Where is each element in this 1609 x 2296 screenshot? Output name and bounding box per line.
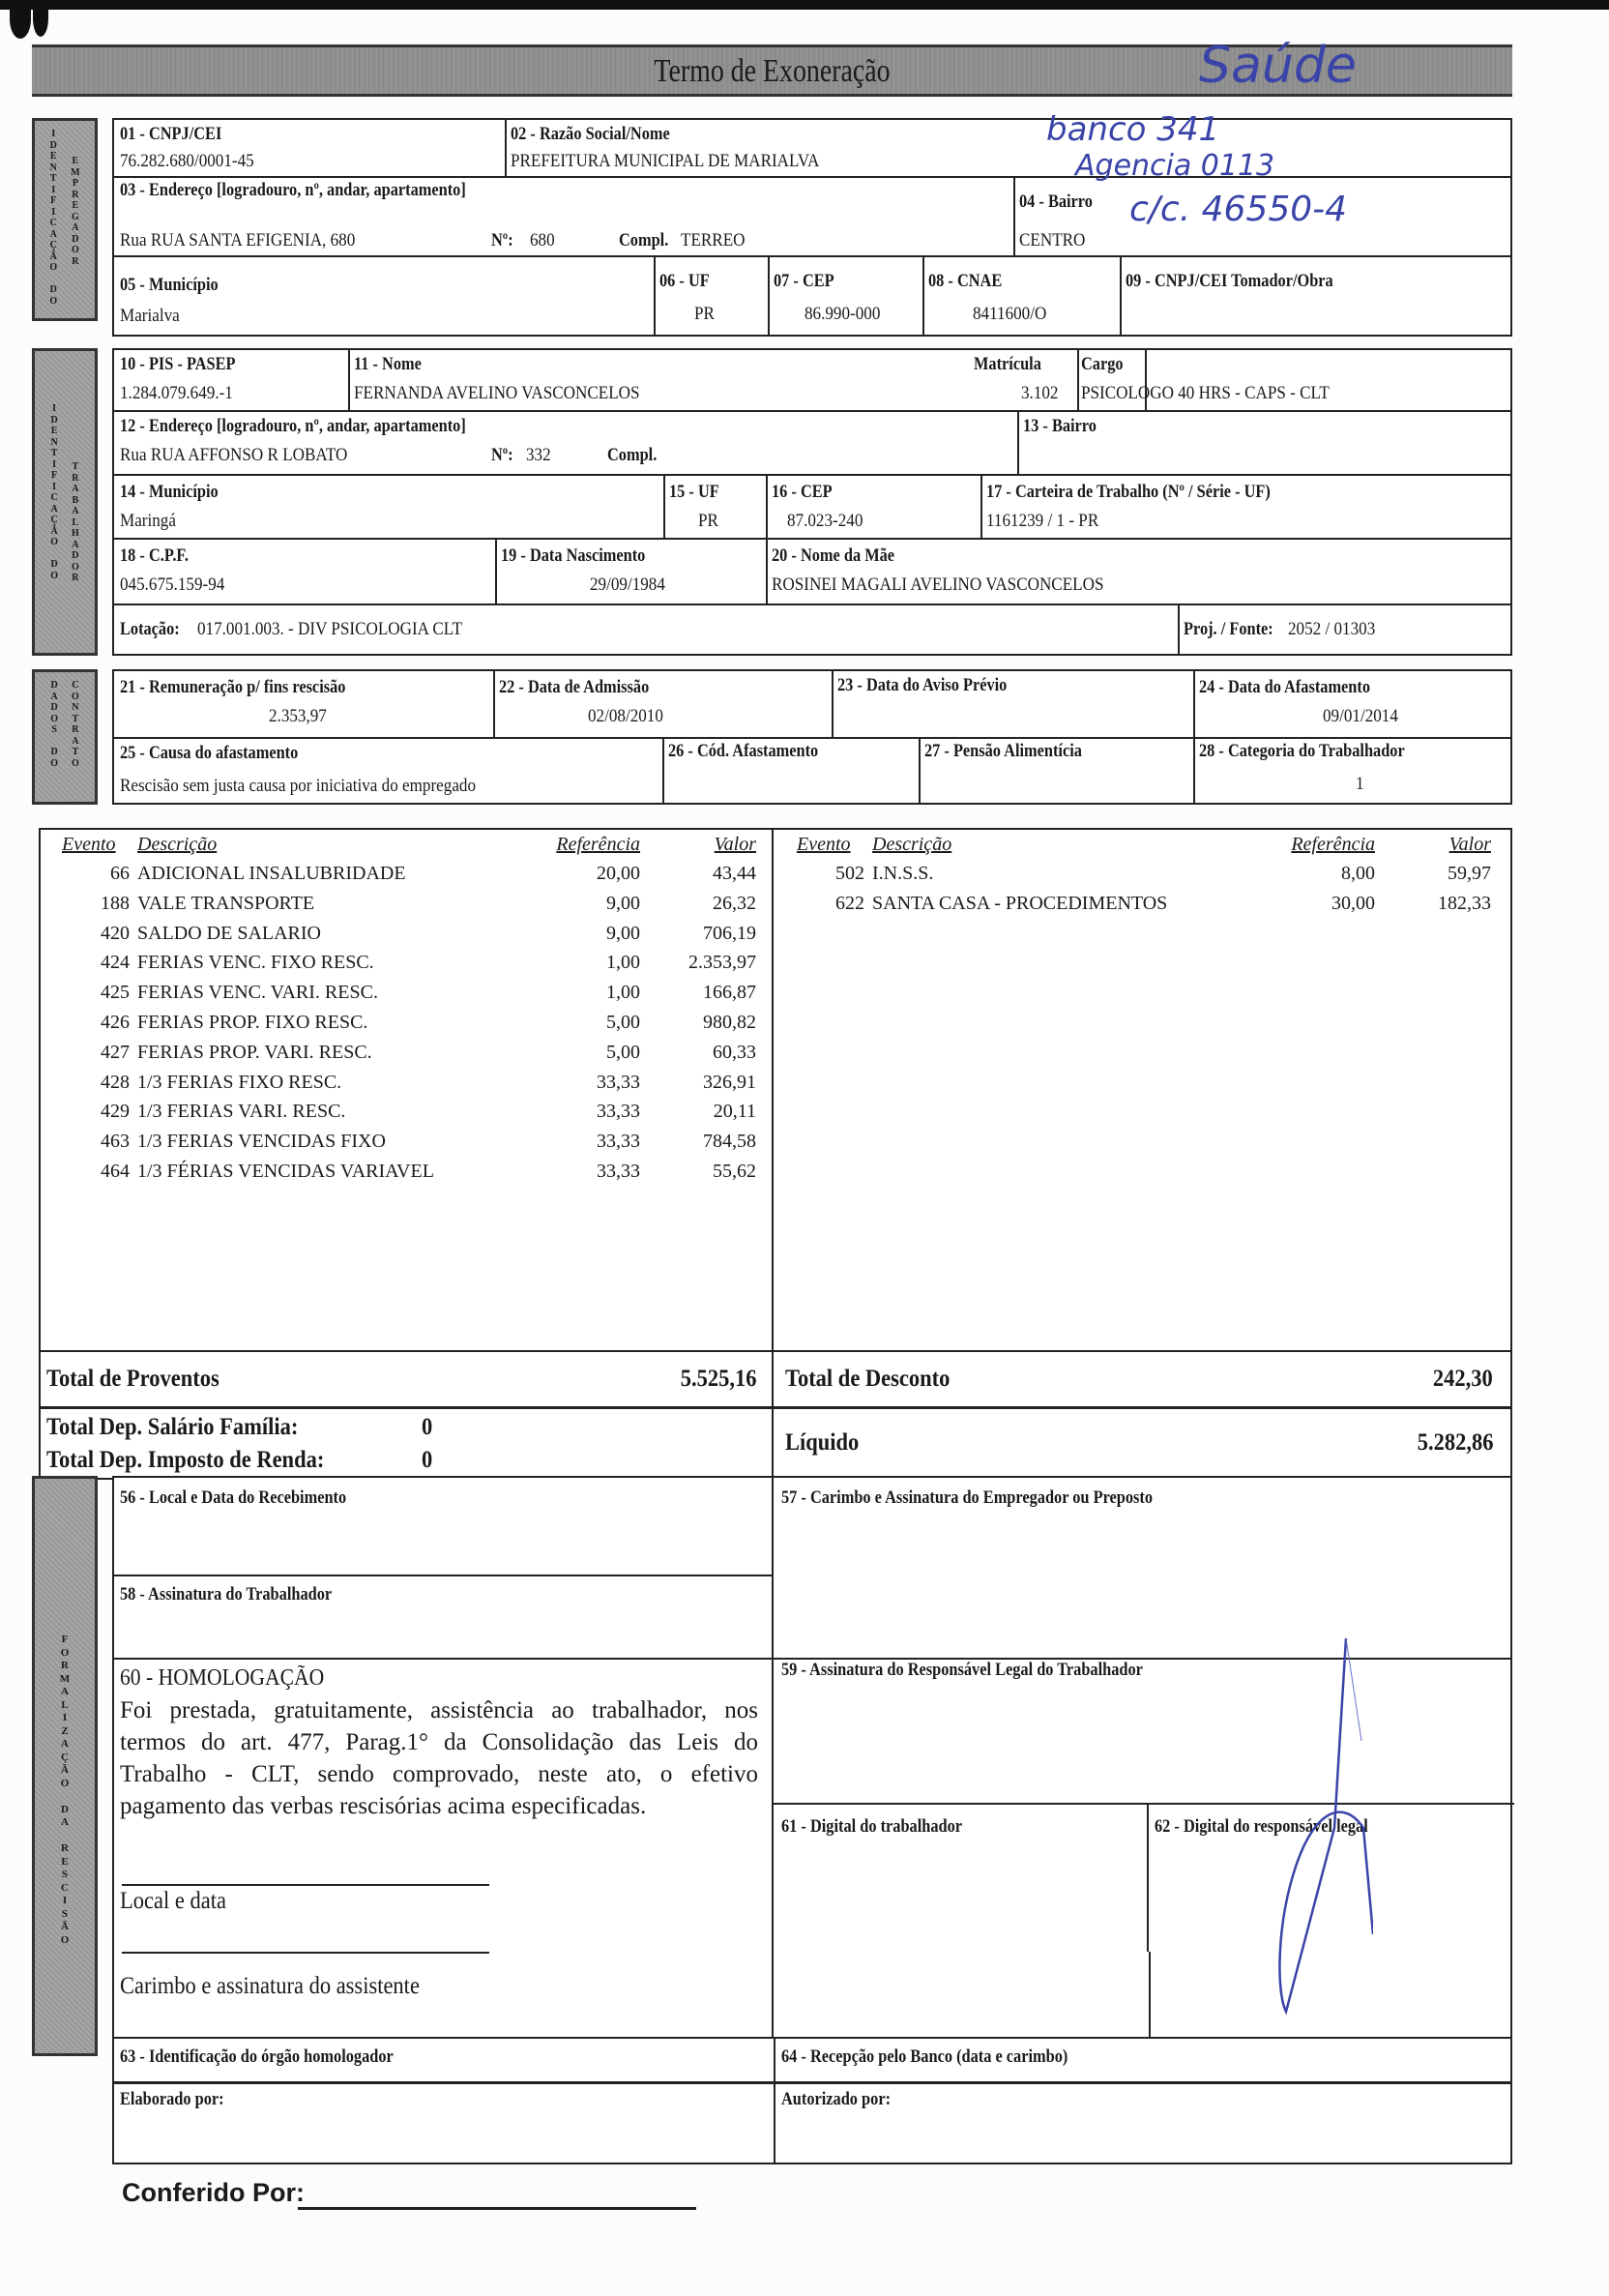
conferido-label: Conferido Por:	[122, 2178, 305, 2207]
vertical-letter: S	[61, 1869, 69, 1880]
vertical-letter: T	[72, 713, 79, 724]
worker-uf-label: 15 - UF	[669, 482, 719, 502]
vertical-letter: O	[50, 757, 58, 769]
vertical-letter	[64, 1790, 67, 1804]
remuneracao-label: 21 - Remuneração p/ fins rescisão	[120, 677, 346, 697]
vertical-letter: R	[72, 573, 79, 583]
recepcao-banco-label: 64 - Recepção pelo Banco (data e carimbo)	[781, 2046, 1068, 2067]
event-code: 427	[101, 1041, 130, 1063]
event-reference: 9,00	[606, 922, 640, 944]
event-reference: 33,33	[597, 1071, 640, 1093]
vertical-letter: D	[49, 139, 57, 151]
razao-social-label: 02 - Razão Social/Nome	[511, 124, 670, 144]
vertical-letter: C	[61, 1881, 69, 1894]
local-data-label: Local e data	[120, 1888, 226, 1914]
event-value: 182,33	[1438, 892, 1491, 914]
event-code: 428	[101, 1071, 130, 1093]
categoria-value: 1	[1356, 774, 1364, 794]
vertical-letter: O	[71, 245, 79, 255]
vertical-letter: M	[59, 1672, 71, 1685]
total-desconto-value: 242,30	[1433, 1366, 1493, 1392]
vertical-letter: E	[72, 200, 79, 211]
vertical-letter: O	[60, 1933, 70, 1946]
event-reference: 30,00	[1331, 892, 1375, 914]
vertical-letter: Ã	[50, 525, 58, 537]
event-value: 60,33	[713, 1041, 756, 1063]
vertical-letter: A	[61, 1686, 69, 1697]
vertical-label	[60, 1634, 70, 2053]
vertical-letter	[53, 548, 56, 560]
conferido-signature-line[interactable]	[298, 2207, 696, 2210]
cnpj-label: 01 - CNPJ/CEI	[120, 124, 222, 144]
vertical-letter: C	[49, 218, 57, 228]
header-valor: Valor	[714, 834, 756, 855]
digital-trabalhador-label: 61 - Digital do trabalhador	[781, 1816, 963, 1837]
vertical-label	[71, 129, 79, 318]
vertical-letter: A	[72, 539, 79, 550]
event-description: FERIAS PROP. FIXO RESC.	[137, 1012, 368, 1033]
event-description: 1/3 FERIAS VARI. RESC.	[137, 1101, 346, 1123]
handwritten-account: c/c. 46550-4	[1129, 190, 1348, 229]
vertical-letter: G	[71, 211, 79, 222]
vertical-letter: A	[61, 1816, 69, 1828]
vertical-letter: O	[60, 1646, 70, 1659]
employer-uf-label: 06 - UF	[659, 271, 710, 291]
vertical-letter: Ã	[61, 1764, 69, 1776]
vertical-letter: D	[49, 284, 57, 295]
matricula-value: 3.102	[1021, 383, 1059, 403]
event-reference: 33,33	[597, 1131, 640, 1153]
vertical-letter: P	[72, 178, 78, 189]
employer-cep-value: 86.990-000	[804, 304, 881, 324]
vertical-letter: D	[50, 559, 58, 570]
vertical-letter: A	[72, 222, 79, 233]
event-description: FERIAS VENC. VARI. RESC.	[137, 982, 378, 1004]
vertical-letter: N	[50, 436, 58, 448]
vertical-letter: I	[62, 1895, 68, 1906]
vertical-letter: D	[72, 550, 79, 561]
event-reference: 9,00	[606, 892, 640, 914]
worker-municipio-value: Maringá	[120, 511, 176, 531]
event-value: 784,58	[703, 1131, 756, 1153]
header-referencia: Referência	[1291, 834, 1375, 855]
worker-number-label: Nº:	[491, 445, 513, 465]
afastamento-label: 24 - Data do Afastamento	[1199, 677, 1371, 697]
vertical-label	[50, 403, 58, 653]
nome-label: 11 - Nome	[354, 354, 422, 374]
aviso-previo-label: 23 - Data do Aviso Prévio	[837, 675, 1008, 695]
nome-value: FERNANDA AVELINO VASCONCELOS	[354, 383, 640, 403]
assistente-box	[112, 1952, 774, 2039]
worker-address-label: 12 - Endereço [logradouro, nº, andar, apartamento]	[120, 416, 466, 436]
event-description: ADICIONAL INSALUBRIDADE	[137, 863, 406, 884]
event-value: 43,44	[713, 863, 756, 884]
vertical-letter: R	[72, 724, 79, 735]
vertical-letter: H	[72, 528, 79, 539]
vertical-letter: A	[50, 503, 58, 515]
worker-number: 332	[526, 445, 551, 465]
event-value: 980,82	[703, 1012, 756, 1033]
event-value: 326,91	[703, 1071, 756, 1093]
event-reference: 5,00	[606, 1041, 640, 1063]
event-value: 26,32	[713, 892, 756, 914]
vertical-letter	[52, 274, 55, 285]
vertical-letter: C	[50, 492, 58, 503]
header-evento: Evento	[62, 834, 116, 855]
vertical-letter	[64, 1830, 67, 1843]
vertical-letter: Ã	[61, 1921, 69, 1932]
total-desconto-label: Total de Desconto	[785, 1366, 951, 1392]
employer-street: Rua RUA SANTA EFIGENIA, 680	[120, 230, 356, 250]
imp-renda-value: 0	[422, 1447, 433, 1473]
event-code: 429	[101, 1101, 130, 1123]
lotacao-label: Lotação:	[120, 619, 180, 639]
scan-blot	[33, 0, 48, 37]
vertical-letter: I	[51, 184, 56, 195]
vertical-letter: D	[50, 414, 58, 426]
causa-value: Rescisão sem justa causa por iniciativa do empregado	[120, 776, 477, 796]
employer-compl-label: Compl.	[619, 230, 669, 250]
event-description: 1/3 FERIAS VENCIDAS FIXO	[137, 1131, 386, 1153]
employer-bairro-value: CENTRO	[1019, 230, 1086, 250]
proj-fonte-label: Proj. / Fonte:	[1184, 619, 1273, 639]
ctps-label: 17 - Carteira de Trabalho (Nº / Série - UF)	[986, 482, 1271, 502]
vertical-letter: I	[52, 458, 57, 470]
worker-compl-label: Compl.	[607, 445, 658, 465]
nascimento-label: 19 - Data Nascimento	[501, 545, 646, 566]
header-valor: Valor	[1448, 834, 1491, 855]
vertical-letter: E	[50, 426, 58, 436]
worker-street: Rua RUA AFFONSO R LOBATO	[120, 445, 348, 465]
vertical-letter: I	[62, 1712, 68, 1723]
event-description: FERIAS PROP. VARI. RESC.	[137, 1041, 372, 1063]
digital-responsavel-label: 62 - Digital do responsável legal	[1155, 1816, 1368, 1837]
event-reference: 8,00	[1341, 863, 1375, 884]
vertical-label	[72, 403, 79, 653]
assinatura-trabalhador-label: 58 - Assinatura do Trabalhador	[120, 1584, 333, 1604]
vertical-letter: T	[49, 173, 57, 184]
side-label-formalization	[32, 1476, 98, 2056]
event-reference: 5,00	[606, 1012, 640, 1033]
event-code: 502	[835, 863, 864, 884]
vertical-letter: D	[72, 233, 79, 245]
vertical-letter: I	[52, 403, 57, 414]
event-code: 425	[101, 982, 130, 1004]
event-description: 1/3 FÉRIAS VENCIDAS VARIAVEL	[137, 1161, 434, 1182]
side-label-employer	[32, 118, 98, 321]
vertical-letter: R	[61, 1842, 69, 1854]
worker-cep-value: 87.023-240	[787, 511, 863, 531]
handwritten-bank: banco 341	[1046, 110, 1220, 149]
vertical-letter: O	[72, 691, 79, 702]
event-reference: 20,00	[597, 863, 640, 884]
document-title: Termo de Exoneração	[654, 53, 891, 89]
orgao-homologador-label: 63 - Identificação do órgão homologador	[120, 2046, 394, 2067]
causa-label: 25 - Causa do afastamento	[120, 743, 299, 763]
proj-fonte-value: 2052 / 01303	[1288, 619, 1376, 639]
event-code: 463	[101, 1131, 130, 1153]
vertical-letter: A	[72, 484, 79, 494]
homologador-section	[112, 2037, 1512, 2164]
header-referencia: Referência	[556, 834, 640, 855]
autorizado-label: Autorizado por:	[781, 2089, 892, 2109]
vertical-letter: O	[49, 295, 58, 307]
vertical-letter: A	[49, 228, 57, 240]
vertical-letter: F	[51, 470, 58, 481]
cnae-value: 8411600/O	[973, 304, 1047, 324]
header-evento: Evento	[797, 834, 851, 855]
ctps-value: 1161239 / 1 - PR	[986, 511, 1099, 531]
vertical-letter: A	[72, 735, 79, 747]
event-code: 464	[101, 1161, 130, 1182]
employer-number: 680	[530, 230, 555, 250]
header-descricao: Descrição	[137, 834, 218, 855]
imp-renda-label: Total Dep. Imposto de Renda:	[46, 1447, 325, 1473]
event-reference: 1,00	[606, 982, 640, 1004]
vertical-letter: D	[50, 747, 58, 757]
remuneracao-value: 2.353,97	[269, 706, 327, 726]
event-code: 424	[101, 952, 130, 974]
event-value: 55,62	[713, 1161, 756, 1182]
total-proventos-value: 5.525,16	[680, 1366, 756, 1392]
pis-label: 10 - PIS - PASEP	[120, 354, 236, 374]
razao-social-value: PREFEITURA MUNICIPAL DE MARIALVA	[511, 151, 820, 171]
vertical-letter: A	[50, 691, 58, 702]
sal-familia-value: 0	[422, 1414, 433, 1440]
employer-cep-label: 07 - CEP	[774, 271, 834, 291]
vertical-letter: F	[50, 195, 57, 206]
event-code: 426	[101, 1012, 130, 1033]
contract-section	[112, 669, 1512, 805]
vertical-letter: T	[72, 747, 79, 757]
vertical-letter: I	[51, 129, 56, 139]
mae-label: 20 - Nome da Mãe	[772, 545, 895, 566]
worker-uf-value: PR	[698, 511, 718, 531]
cpf-label: 18 - C.P.F.	[120, 545, 189, 566]
cargo-value: PSICOLOGO 40 HRS - CAPS - CLT	[1081, 383, 1330, 403]
cnpj-value: 76.282.680/0001-45	[120, 151, 254, 171]
vertical-letter: L	[61, 1698, 69, 1711]
event-value: 2.353,97	[688, 952, 756, 974]
matricula-label: Matrícula	[974, 354, 1041, 374]
homologacao-text: Foi prestada, gratuitamente, assistência ao trabalhador, nos termos do art. 477, Parag.1° da Consolidação das Leis do Trabalho - CLT, sendo comprovado, neste ato, o efetivo pagamento das verbas rescisórias acima especificadas.	[120, 1697, 758, 1819]
worker-bairro-label: 13 - Bairro	[1023, 416, 1097, 436]
total-proventos-label: Total de Proventos	[46, 1366, 219, 1392]
event-value: 20,11	[713, 1101, 756, 1123]
vertical-letter	[53, 736, 56, 748]
scan-blot	[10, 0, 31, 39]
event-description: VALE TRANSPORTE	[137, 892, 315, 914]
mae-value: ROSINEI MAGALI AVELINO VASCONCELOS	[772, 574, 1104, 595]
tomador-label: 09 - CNPJ/CEI Tomador/Obra	[1126, 271, 1333, 291]
vertical-letter: N	[49, 162, 57, 173]
cod-afastamento-label: 26 - Cód. Afastamento	[668, 741, 819, 761]
pensao-label: 27 - Pensão Alimentícia	[924, 741, 1082, 761]
event-description: I.N.S.S.	[872, 863, 934, 884]
employer-uf-value: PR	[694, 304, 715, 324]
event-reference: 1,00	[606, 952, 640, 974]
scan-top-edge	[0, 0, 1609, 10]
worker-section	[112, 348, 1512, 656]
homologacao-label: 60 - HOMOLOGAÇÃO	[120, 1665, 325, 1691]
vertical-letter: N	[72, 702, 79, 713]
vertical-label	[72, 680, 79, 802]
worker-cep-label: 16 - CEP	[772, 482, 833, 502]
vertical-letter: O	[72, 757, 79, 769]
vertical-letter: A	[72, 506, 79, 516]
vertical-letter: C	[72, 680, 79, 691]
vertical-letter: B	[72, 494, 79, 506]
digital-box	[772, 1952, 1512, 2039]
vertical-letter: O	[49, 262, 58, 273]
event-value: 59,97	[1448, 863, 1491, 884]
event-reference: 33,33	[597, 1161, 640, 1182]
vertical-letter: S	[51, 724, 57, 735]
vertical-letter: E	[49, 151, 57, 162]
employer-municipio-value: Marialva	[120, 306, 180, 326]
vertical-letter: A	[61, 1738, 69, 1750]
vertical-letter: I	[52, 481, 57, 492]
pis-value: 1.284.079.649.-1	[120, 383, 233, 403]
employer-municipio-label: 05 - Município	[120, 275, 219, 295]
vertical-letter: L	[72, 516, 79, 528]
vertical-letter: D	[50, 702, 58, 713]
carimbo-empregador-label: 57 - Carimbo e Assinatura do Empregador ou Preposto	[781, 1487, 1154, 1508]
handwritten-note: Saúde	[1199, 37, 1357, 95]
vertical-letter: O	[50, 537, 58, 547]
vertical-letter: D	[50, 680, 58, 691]
admissao-label: 22 - Data de Admissão	[499, 677, 650, 697]
vertical-letter: Z	[61, 1724, 69, 1737]
handwritten-agency: Agencia 0113	[1075, 149, 1275, 183]
event-description: FERIAS VENC. FIXO RESC.	[137, 952, 374, 974]
sal-familia-label: Total Dep. Salário Família:	[46, 1414, 299, 1440]
vertical-letter: I	[51, 206, 56, 218]
vertical-letter: R	[72, 189, 79, 200]
liquido-label: Líquido	[785, 1429, 860, 1456]
employer-compl: TERREO	[681, 230, 746, 250]
nascimento-value: 29/09/1984	[590, 574, 665, 595]
event-reference: 33,33	[597, 1101, 640, 1123]
vertical-letter: R	[61, 1660, 69, 1671]
vertical-letter: T	[50, 448, 58, 458]
employer-bairro-label: 04 - Bairro	[1019, 191, 1093, 212]
vertical-label	[49, 129, 57, 318]
vertical-letter: Ã	[49, 250, 57, 262]
vertical-label	[50, 680, 58, 802]
vertical-letter: Ç	[61, 1751, 69, 1763]
vertical-letter: Ç	[50, 515, 58, 525]
assinatura-responsavel-label: 59 - Assinatura do Responsável Legal do Trabalhador	[781, 1660, 1143, 1680]
carimbo-assistente-label: Carimbo e assinatura do assistente	[120, 1973, 420, 1999]
admissao-value: 02/08/2010	[588, 706, 663, 726]
header-descricao: Descrição	[872, 834, 952, 855]
vertical-letter: S	[61, 1907, 69, 1920]
signature-mark	[1218, 1634, 1373, 2021]
vertical-letter: T	[72, 461, 79, 472]
vertical-letter: F	[61, 1634, 69, 1645]
event-code: 188	[101, 892, 130, 914]
event-value: 166,87	[703, 982, 756, 1004]
cpf-value: 045.675.159-94	[120, 574, 225, 595]
vertical-letter: O	[50, 570, 58, 581]
vertical-letter: R	[72, 255, 79, 267]
totals-section	[39, 1350, 1512, 1480]
employer-address-label: 03 - Endereço [logradouro, nº, andar, apartamento]	[120, 180, 466, 200]
event-code: 622	[835, 892, 864, 914]
categoria-label: 28 - Categoria do Trabalhador	[1199, 741, 1405, 761]
vertical-letter: E	[61, 1855, 69, 1868]
vertical-letter: O	[72, 561, 79, 573]
cargo-label: Cargo	[1081, 354, 1124, 374]
vertical-letter: O	[50, 713, 58, 724]
vertical-letter: D	[61, 1803, 69, 1815]
vertical-letter: O	[60, 1777, 70, 1789]
employer-number-label: Nº:	[491, 230, 513, 250]
worker-municipio-label: 14 - Município	[120, 482, 219, 502]
event-code: 66	[110, 863, 130, 884]
event-code: 420	[101, 922, 130, 944]
vertical-letter: E	[72, 156, 79, 166]
vertical-letter: M	[71, 166, 80, 178]
liquido-value: 5.282,86	[1417, 1429, 1493, 1456]
elaborado-label: Elaborado por:	[120, 2089, 224, 2109]
event-value: 706,19	[703, 922, 756, 944]
event-description: SALDO DE SALARIO	[137, 922, 321, 944]
cnae-label: 08 - CNAE	[928, 271, 1003, 291]
side-label-worker	[32, 348, 98, 656]
vertical-letter: R	[72, 472, 79, 484]
event-description: 1/3 FERIAS FIXO RESC.	[137, 1071, 342, 1093]
local-recebimento-label: 56 - Local e Data do Recebimento	[120, 1487, 347, 1508]
lotacao-value: 017.001.003. - DIV PSICOLOGIA CLT	[197, 619, 463, 639]
vertical-letter: Ç	[49, 240, 57, 250]
side-label-contract	[32, 669, 98, 805]
afastamento-value: 09/01/2014	[1323, 706, 1398, 726]
event-description: SANTA CASA - PROCEDIMENTOS	[872, 892, 1168, 914]
